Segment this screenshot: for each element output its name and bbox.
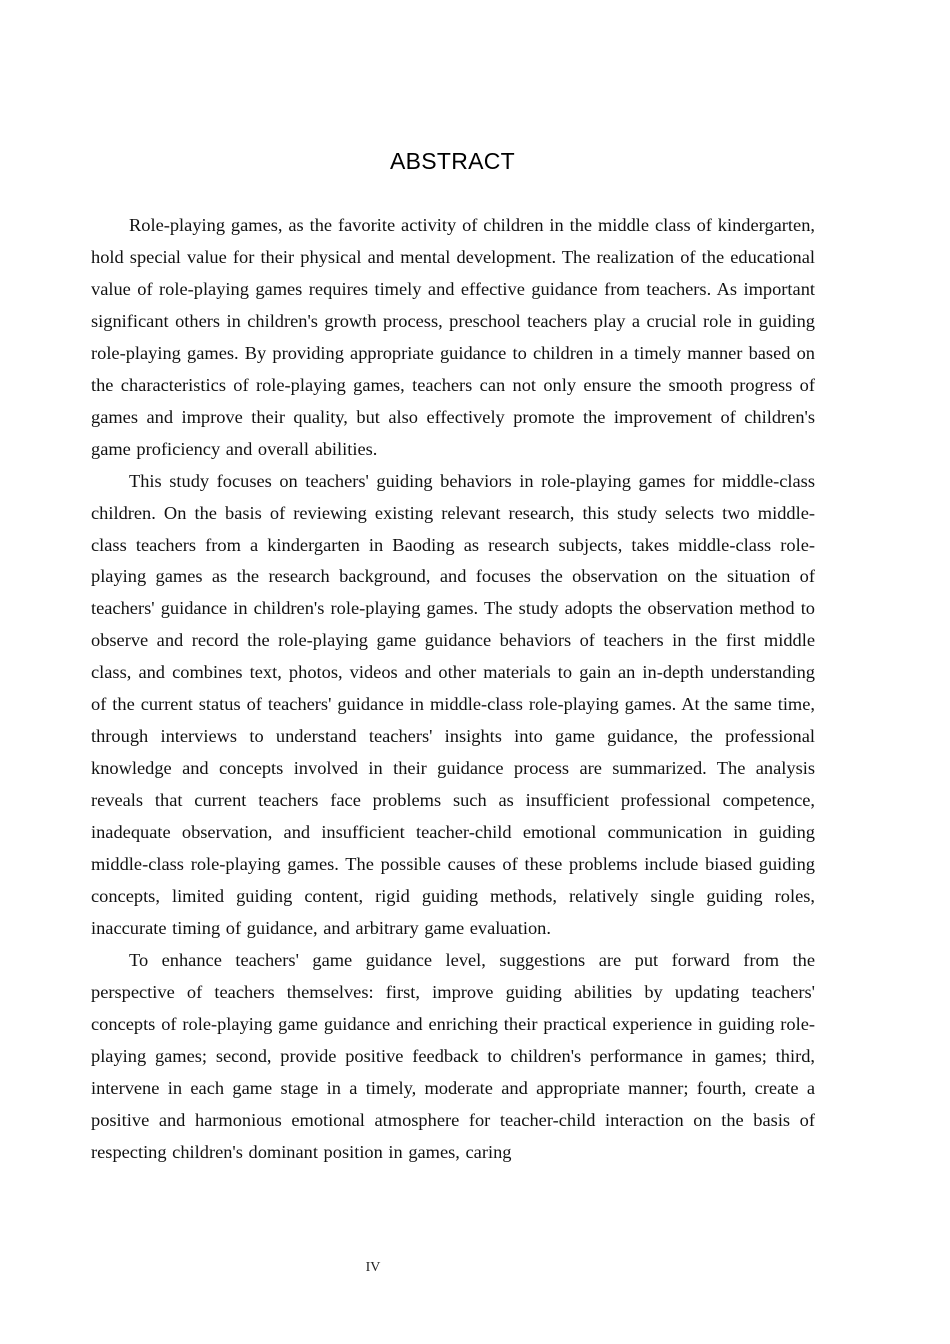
abstract-paragraph-2: This study focuses on teachers' guiding behaviors in role-playing games for middle-class children. On the basis of reviewing existing relevant research, this study selects two middle-class teachers from a kindergarten in Baoding as research subjects, takes middle-class role-playing games as the research background, and focuses the observation on the situation of teachers' guidance in children's role-playing games. The study adopts the observation method to observe and record the role-playing game guidance behaviors of teachers in the first middle class, and combines text, photos, videos and other materials to gain an in-depth understanding of the current status of teachers' guidance in middle-class role-playing games. At the same time, through interviews to understand teachers' insights into game guidance, the professional knowledge and concepts involved in their guidance process are summarized. The analysis reveals that current teachers face problems such as insufficient professional competence, inadequate observation, and insufficient teacher-child emotional communication in guiding middle-class role-playing games. The possible causes of these problems include biased guiding concepts, limited guiding content, rigid guiding methods, relatively single guiding roles, inaccurate timing of guidance, and arbitrary game evaluation. bbox=[91, 470, 815, 938]
abstract-paragraph-3: To enhance teachers' game guidance level, suggestions are put forward from the perspective of teachers themselves: first, improve guiding abilities by updating teachers' concepts of role-playing game guidance and enriching their practical experience in guiding role-playing games; second, provide positive feedback to children's performance in games; third, intervene in each game stage in a timely, moderate and appropriate manner; fourth, create a positive and harmonious emotional atmosphere for teacher-child interaction on the basis of respecting children's dominant position in games, caring bbox=[91, 949, 815, 1162]
abstract-heading: ABSTRACT bbox=[389, 148, 516, 174]
abstract-body bbox=[91, 210, 815, 1169]
page-number: IV bbox=[365, 1260, 381, 1275]
abstract-paragraph-1: Role-playing games, as the favorite activity of children in the middle class of kindergarten, hold special value for their physical and mental development. The realization of the educational value of role-playing games requires timely and effective guidance from teachers. As important significant others in children's growth process, preschool teachers play a crucial role in guiding role-playing games. By providing appropriate guidance to children in a timely manner based on the characteristics of role-playing games, teachers can not only ensure the smooth progress of games and improve their quality, but also effectively promote the improvement of children's game proficiency and overall abilities. bbox=[91, 215, 815, 459]
